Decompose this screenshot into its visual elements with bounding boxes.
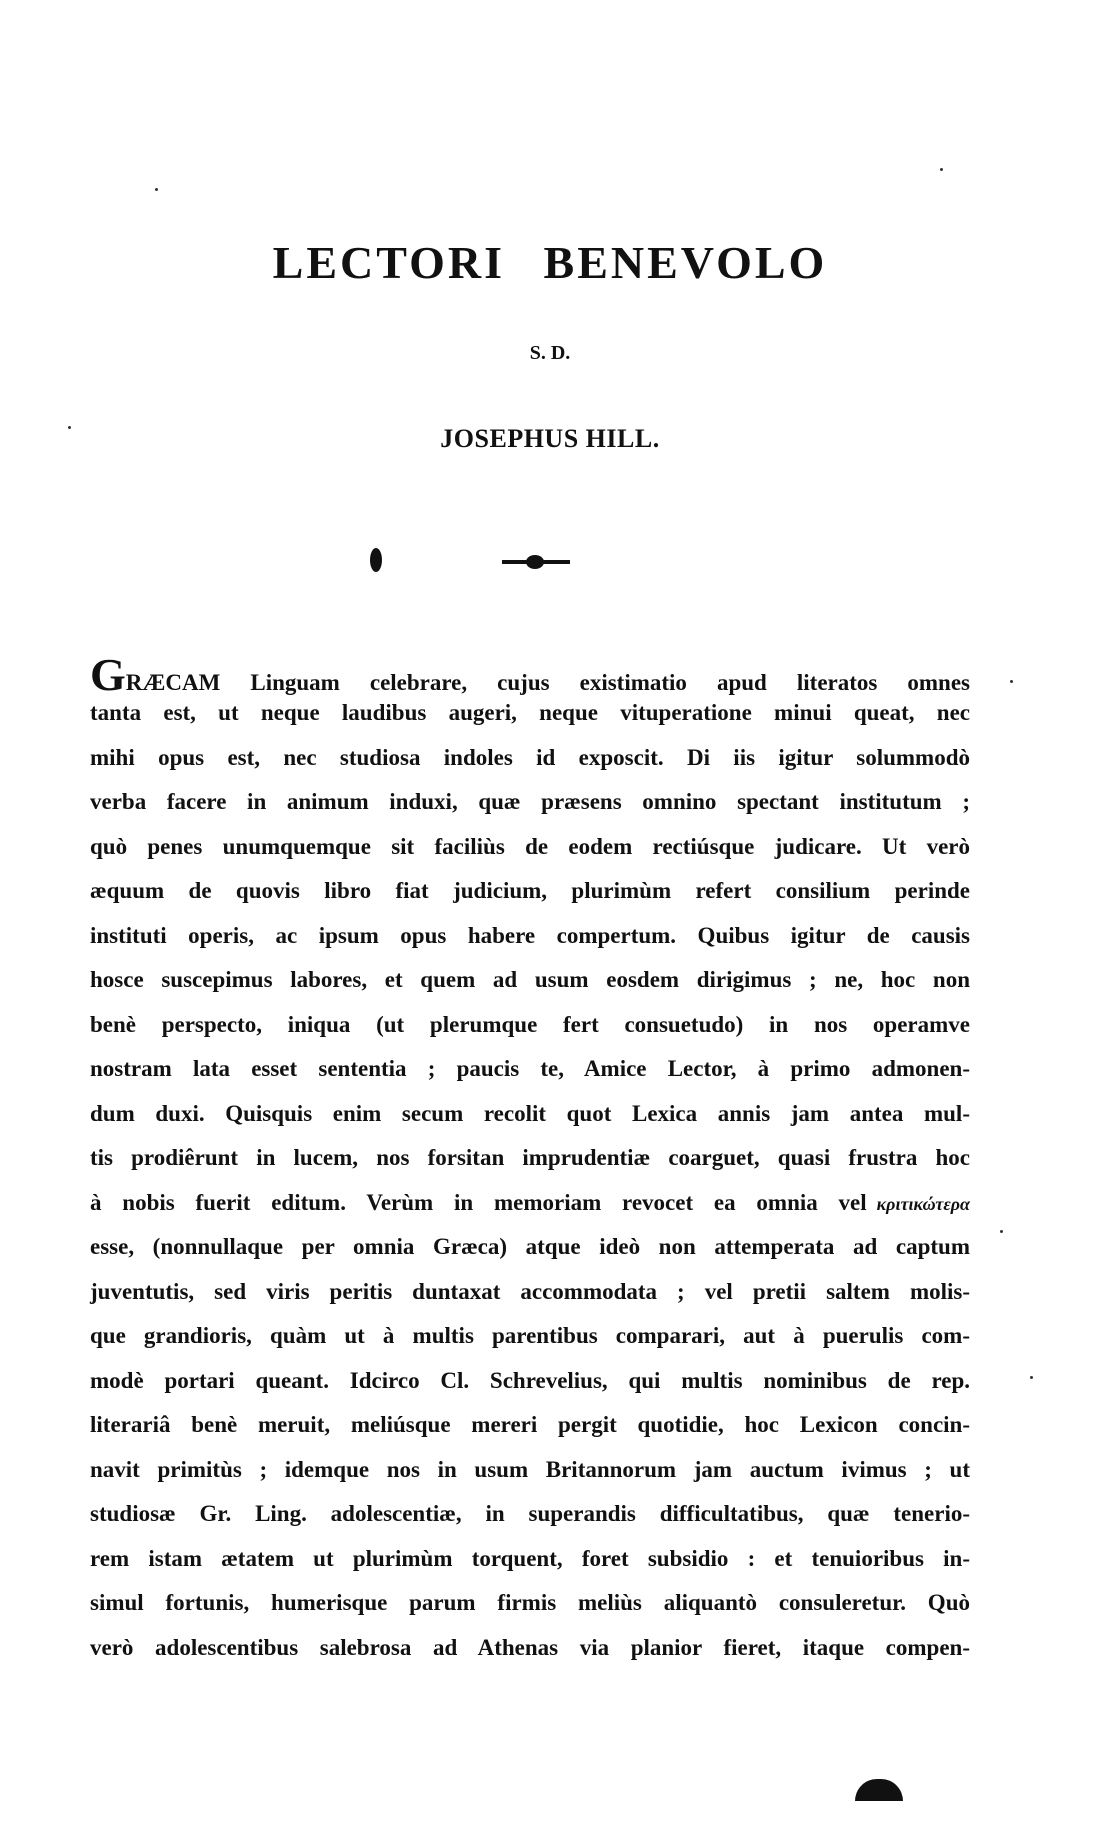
line-text: benè perspecto, iniqua (ut plerumque fert consuetudo) in nos operamve — [90, 1011, 970, 1037]
line-text: dum duxi. Quisquis enim secum recolit quot Lexica annis jam antea mul- — [90, 1100, 970, 1126]
line-text: navit primitùs ; idemque nos in usum Britannorum jam auctum ivimus ; ut — [90, 1456, 970, 1482]
line-text: verba facere in animum induxi, quæ præsens omnino spectant institutum ; — [90, 789, 970, 814]
line-text: quò penes unumquemque sit faciliùs de eodem rectiúsque judicare. Ut verò — [90, 833, 970, 859]
body-paragraph — [90, 649, 970, 1679]
ornament-rule-icon — [502, 560, 570, 564]
text-line — [90, 1145, 970, 1190]
text-line — [90, 1501, 970, 1546]
line-text: hosce suscepimus labores, et quem ad usum eosdem dirigimus ; ne, hoc non — [90, 967, 970, 992]
text-line — [90, 1190, 970, 1235]
text-line — [90, 649, 970, 700]
drop-cap: G — [90, 649, 126, 700]
speck — [68, 426, 71, 429]
text-line — [90, 1457, 970, 1502]
text-line — [90, 923, 970, 968]
line-text: rem istam ætatem ut plurimùm torquent, foret subsidio : et tenuioribus in- — [90, 1545, 970, 1571]
line-text: à nobis fuerit editum. Verùm in memoriam revocet ea omnia vel — [90, 1189, 867, 1215]
text-line — [90, 1368, 970, 1413]
line-text: esse, (nonnullaque per omnia Græca) atque ideò non attemperata ad captum — [90, 1234, 970, 1259]
text-line — [90, 1635, 970, 1680]
line-text: verò adolescentibus salebrosa ad Athenas via planior fieret, itaque compen- — [90, 1634, 970, 1660]
text-line — [90, 1101, 970, 1146]
line-text: instituti operis, ac ipsum opus habere compertum. Quibus igitur de causis — [90, 922, 970, 948]
text-line — [90, 1412, 970, 1457]
text-line — [90, 878, 970, 923]
line-text: juventutis, sed viris peritis duntaxat accommodata ; vel pretii saltem molis- — [90, 1278, 970, 1304]
greek-word: κριτικώτερα — [876, 1193, 970, 1214]
line-text: que grandioris, quàm ut à multis parentibus comparari, aut à puerulis com- — [90, 1323, 970, 1348]
text-line — [90, 1279, 970, 1324]
line-text: RÆCAM Linguam celebrare, cujus existimatio apud literatos omnes — [125, 670, 970, 695]
salutation: S. D. — [529, 342, 571, 364]
text-line — [90, 700, 970, 745]
line-text: simul fortunis, humerisque parum firmis meliùs aliquantò consuleretur. Quò — [90, 1590, 970, 1615]
speck — [1010, 680, 1013, 683]
text-line — [90, 1546, 970, 1591]
ink-blot — [370, 548, 382, 572]
speck — [1030, 1376, 1033, 1379]
text-line — [90, 1012, 970, 1057]
line-text: tanta est, ut neque laudibus augeri, neque vituperatione minui queat, nec — [90, 700, 970, 725]
line-text: æquum de quovis libro fiat judicium, plurimùm refert consilium perinde — [90, 878, 970, 903]
line-text: studiosæ Gr. Ling. adolescentiæ, in superandis difficultatibus, quæ tenerio- — [90, 1501, 970, 1526]
speck — [155, 188, 158, 191]
text-line — [90, 834, 970, 879]
text-line — [90, 1234, 970, 1279]
text-line — [90, 745, 970, 790]
line-text: mihi opus est, nec studiosa indoles id exposcit. Di iis igitur solummodò — [90, 744, 970, 770]
text-line — [90, 1590, 970, 1635]
text-line — [90, 789, 970, 834]
text-line — [90, 1056, 970, 1101]
author-name: JOSEPHUS HILL. — [440, 424, 660, 453]
page-title: LECTORI BENEVOLO — [272, 237, 828, 288]
text-line — [90, 967, 970, 1012]
text-line — [90, 1323, 970, 1368]
speck — [1000, 1230, 1003, 1233]
line-text: literariâ benè meruit, meliúsque mereri pergit quotidie, hoc Lexicon concin- — [90, 1412, 970, 1437]
line-text: tis prodiêrunt in lucem, nos forsitan imprudentiæ coarguet, quasi frustra hoc — [90, 1145, 970, 1170]
speck — [940, 168, 943, 171]
line-text: modè portari queant. Idcirco Cl. Schrevelius, qui multis nominibus de rep. — [90, 1367, 970, 1393]
line-text: nostram lata esset sententia ; paucis te, Amice Lector, à primo admonen- — [90, 1056, 970, 1081]
ink-mark-footer — [855, 1779, 903, 1801]
